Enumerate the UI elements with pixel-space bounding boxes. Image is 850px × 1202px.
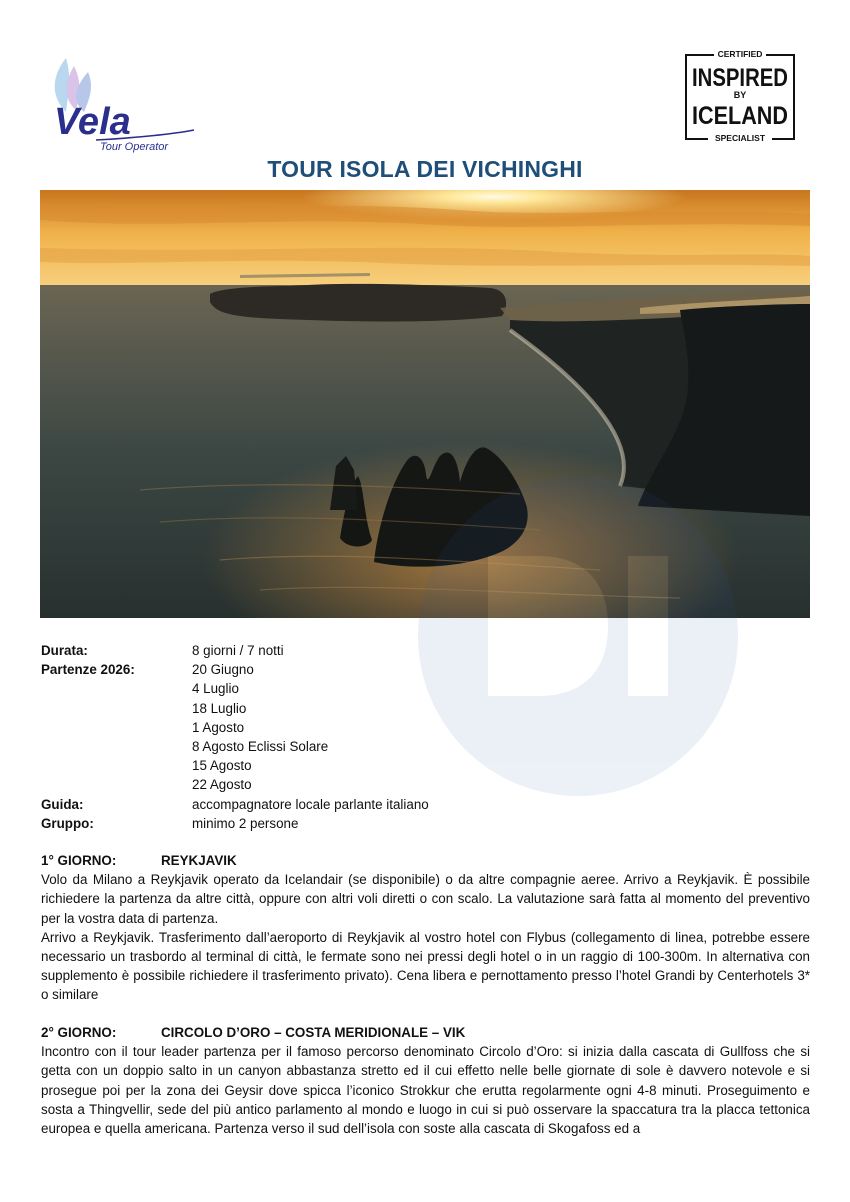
partenze-label: Partenze 2026: bbox=[41, 662, 135, 678]
inspired-by-iceland-badge bbox=[684, 48, 796, 146]
vela-logo bbox=[44, 52, 200, 156]
partenze-row bbox=[41, 660, 429, 794]
partenza-date: 8 Agosto Eclissi Solare bbox=[192, 739, 329, 755]
durata-value: 8 giorni / 7 notti bbox=[192, 643, 284, 658]
vela-tagline-text: Tour Operator bbox=[100, 141, 169, 153]
tour-facts bbox=[41, 641, 429, 833]
day-1-header bbox=[41, 851, 810, 870]
guida-label: Guida: bbox=[41, 796, 84, 812]
badge-iceland-text: ICELAND bbox=[692, 102, 788, 130]
watermark-logo bbox=[418, 476, 738, 726]
gruppo-value: minimo 2 persone bbox=[192, 815, 299, 831]
guida-value: accompagnatore locale parlante italiano bbox=[192, 796, 429, 812]
partenza-date: 18 Luglio bbox=[192, 700, 247, 716]
day-1-section bbox=[41, 851, 810, 1005]
day-2-section bbox=[41, 1023, 810, 1138]
day-2-number: 2° GIORNO: bbox=[41, 1025, 117, 1040]
badge-certified-text: CERTIFIED bbox=[717, 49, 763, 59]
day-1-title: REYKJAVIK bbox=[161, 853, 237, 868]
badge-specialist-text: SPECIALIST bbox=[714, 133, 766, 143]
partenza-date: 22 Agosto bbox=[192, 777, 252, 793]
badge-by-text: BY bbox=[733, 90, 747, 100]
gruppo-label: Gruppo: bbox=[41, 815, 94, 831]
partenza-date: 20 Giugno bbox=[192, 662, 254, 678]
durata-row bbox=[41, 641, 429, 660]
partenze-list bbox=[192, 660, 328, 794]
day-1-paragraph: Arrivo a Reykjavik. Trasferimento dall’aeroporto di Reykjavik al vostro hotel con Flybus (collegamento di linea, potrebbe essere necessario un trasbordo al terminal di città, le fermate sono nei pressi degli hotel o in un raggio di 100-300m. In alternativa con supplemento è possibile richiedere il trasferimento privato). Cena libera e pernottamento presso l’hotel Grandi by Centerhotels 3* o similare bbox=[41, 929, 810, 1003]
day-2-paragraph: Incontro con il tour leader partenza per il famoso percorso denominato Circolo d’Oro: si inizia dalla cascata di Gullfoss che si getta con un doppio salto in un canyon abbastanza stretto ed il cui effetto nelle belle giornate di sole è davvero notevole e si prosegue poi per la zona dei Geysir dove spicca l’iconico Strokkur che erutta regolarmente ogni 4-8 minuti. Proseguimento e sosta a Thingvellir, sede del più antico parlamento al mondo e luogo in cui si può osservare la spaccatura tra la placca tettonica europea e quella americana. Partenza verso il sud dell’isola con soste alla cascata di Skogafoss ed a bbox=[41, 1044, 810, 1137]
vela-brand-text: Vela bbox=[54, 101, 131, 143]
guida-row bbox=[41, 795, 429, 814]
partenza-date: 15 Agosto bbox=[192, 758, 252, 774]
day-2-title: CIRCOLO D’ORO – COSTA MERIDIONALE – VIK bbox=[161, 1025, 466, 1040]
partenza-date: 4 Luglio bbox=[192, 681, 239, 697]
partenza-date: 1 Agosto bbox=[192, 719, 245, 735]
page-title: TOUR ISOLA DEI VICHINGHI bbox=[267, 156, 583, 182]
badge-inspired-text: INSPIRED bbox=[692, 64, 788, 92]
day-1-number: 1° GIORNO: bbox=[41, 853, 117, 868]
day-1-paragraph: Volo da Milano a Reykjavik operato da Icelandair (se disponibile) o da altre compagnie aeree. Arrivo a Reykjavik. È possibile richiedere la partenza da altre città, oppure con altri voli diretti o con scalo. La valutazione sarà fatta al momento del preventivo per la vostra data di partenza. bbox=[41, 872, 810, 926]
durata-label: Durata: bbox=[41, 643, 88, 658]
gruppo-row bbox=[41, 814, 429, 833]
day-2-header bbox=[41, 1023, 810, 1042]
